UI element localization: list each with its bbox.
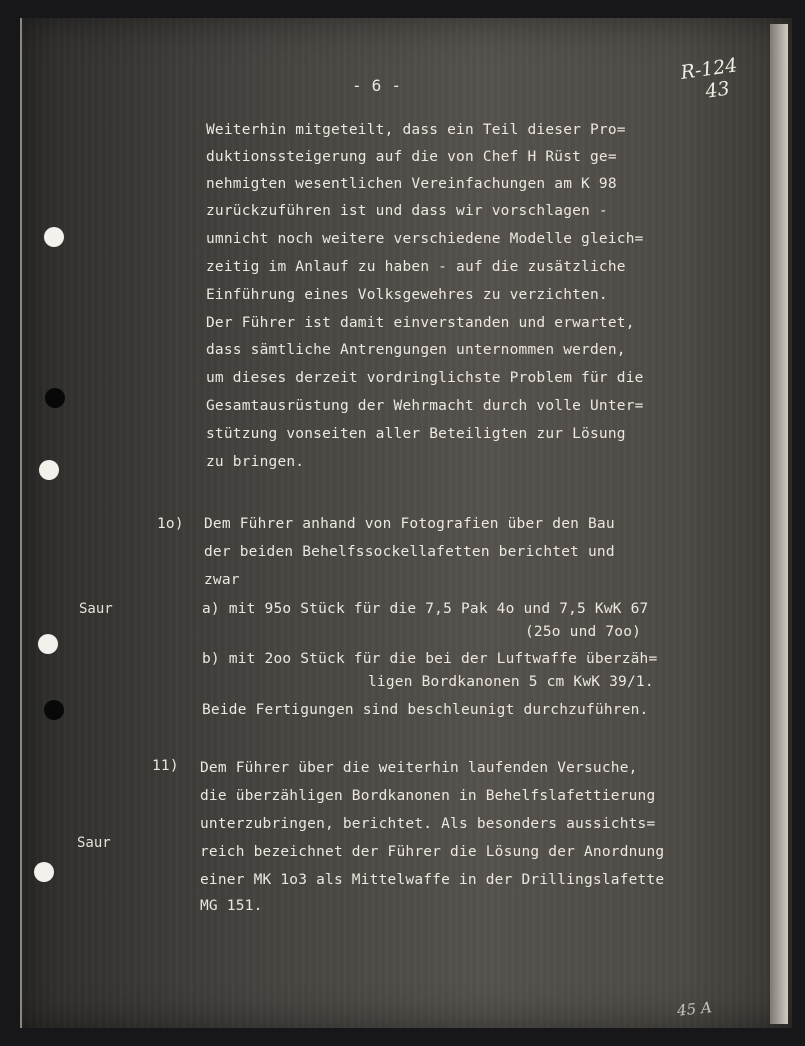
item-10-margin-name: Saur xyxy=(79,601,113,617)
intro-line: zeitig im Anlauf zu haben - auf die zusätzliche xyxy=(206,259,626,275)
folio-mark: 45 A xyxy=(676,998,713,1020)
intro-line: um dieses derzeit vordringlichste Problem für die xyxy=(206,370,644,386)
item-11-number: 11) xyxy=(152,758,179,774)
item-10-line: a) mit 95o Stück für die 7,5 Pak 4o und 7,5 KwK 67 xyxy=(202,601,649,617)
intro-line: umnicht noch weitere verschiedene Modelle gleich= xyxy=(206,231,644,247)
intro-line: Gesamtausrüstung der Wehrmacht durch volle Unter= xyxy=(206,398,644,414)
intro-line: duktionssteigerung auf die von Chef H Rüst ge= xyxy=(206,149,617,165)
punch-hole xyxy=(44,700,64,720)
intro-line: Einführung eines Volksgewehres zu verzichten. xyxy=(206,287,608,303)
item-10-line: Beide Fertigungen sind beschleunigt durchzuführen. xyxy=(202,702,649,718)
item-11-line: unterzubringen, berichtet. Als besonders aussichts= xyxy=(200,816,656,832)
punch-hole xyxy=(45,388,65,408)
item-10-line: zwar xyxy=(204,572,240,588)
intro-line: Der Führer ist damit einverstanden und erwartet, xyxy=(206,315,635,331)
intro-line: dass sämtliche Antrengungen unternommen werden, xyxy=(206,342,626,358)
punch-hole xyxy=(38,634,58,654)
intro-line: nehmigten wesentlichen Vereinfachungen am K 98 xyxy=(206,176,617,192)
item-11-line: Dem Führer über die weiterhin laufenden Versuche, xyxy=(200,760,638,776)
intro-line: stützung vonseiten aller Beteiligten zur Lösung xyxy=(206,426,626,442)
page-number: - 6 - xyxy=(352,76,402,95)
item-11-line: MG 151. xyxy=(200,898,263,914)
page-edge xyxy=(770,24,788,1024)
punch-hole xyxy=(34,862,54,882)
intro-line: Weiterhin mitgeteilt, dass ein Teil dieser Pro= xyxy=(206,122,626,138)
item-11-line: die überzähligen Bordkanonen in Behelfslafettierung xyxy=(200,788,656,804)
item-11-line: einer MK 1o3 als Mittelwaffe in der Drillingslafette xyxy=(200,872,665,888)
archive-mark-line2: 43 xyxy=(704,77,732,103)
item-11-line: reich bezeichnet der Führer die Lösung der Anordnung xyxy=(200,844,665,860)
punch-hole xyxy=(39,460,59,480)
archive-mark-line1: R-124 xyxy=(679,54,739,84)
item-10-line: ligen Bordkanonen 5 cm KwK 39/1. xyxy=(368,674,654,690)
intro-line: zurückzuführen ist und dass wir vorschlagen - xyxy=(206,203,608,219)
archive-mark xyxy=(679,54,742,106)
item-10-line: b) mit 2oo Stück für die bei der Luftwaffe überzäh= xyxy=(202,651,658,667)
item-10-number: 1o) xyxy=(157,516,184,532)
intro-line: zu bringen. xyxy=(206,454,305,470)
item-11-margin-name: Saur xyxy=(77,835,111,851)
item-10-line: (25o und 7oo) xyxy=(525,624,642,640)
item-10-line: der beiden Behelfssockellafetten berichtet und xyxy=(204,544,615,560)
item-10-line: Dem Führer anhand von Fotografien über den Bau xyxy=(204,516,615,532)
punch-hole xyxy=(44,227,64,247)
document-page xyxy=(20,18,792,1028)
